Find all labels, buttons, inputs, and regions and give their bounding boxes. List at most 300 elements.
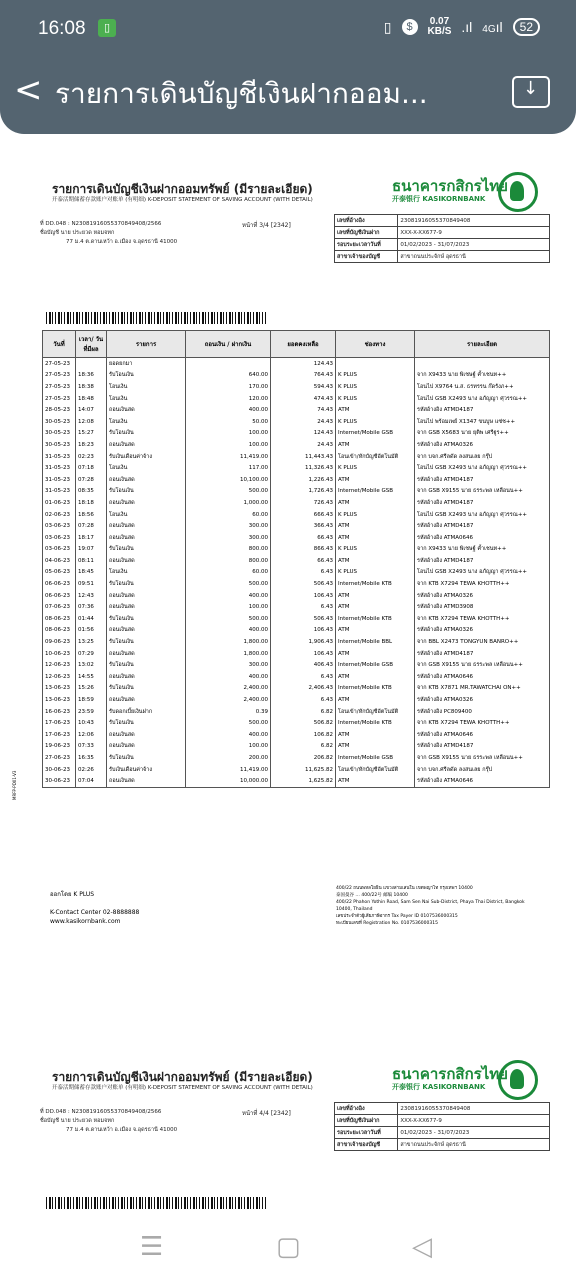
table-cell: 07:28: [76, 520, 107, 532]
table-cell: รับดอกเบี้ยเงินฝาก: [107, 706, 186, 718]
barcode: [46, 1197, 266, 1209]
table-cell: 300.00: [186, 659, 271, 671]
table-cell: K PLUS: [336, 544, 415, 556]
network-speed: 0.07 KB/S: [427, 16, 452, 37]
table-cell: รับเงินเดือนค่าจ้าง: [107, 764, 186, 776]
table-cell: 500.00: [186, 717, 271, 729]
table-cell: 18:18: [76, 497, 107, 509]
table-row: [43, 578, 550, 590]
back-arrow-icon[interactable]: <: [14, 70, 43, 110]
table-cell: ถอนเงินสด: [107, 520, 186, 532]
table-cell: รหัสอ้างอิง ATMD4187: [415, 555, 550, 567]
table-cell: 764.43: [271, 370, 336, 382]
table-cell: 05-06-23: [43, 567, 76, 579]
table-cell: รหัสอ้างอิง ATMA0646: [415, 671, 550, 683]
table-cell: 66.43: [271, 555, 336, 567]
table-cell: รับโอนเงิน: [107, 428, 186, 440]
table-cell: 28-05-23: [43, 404, 76, 416]
table-row: [43, 393, 550, 405]
table-cell: รหัสอ้างอิง ATMA0326: [415, 694, 550, 706]
table-cell: [76, 358, 107, 370]
table-cell: จาก KTB X7294 TEWA KHOTTH++: [415, 717, 550, 729]
menu-icon[interactable]: ☰: [140, 1232, 164, 1262]
statement-title-th: รายการเดินบัญชีเงินฝากออมทรัพย์ (มีรายละเอียด): [52, 182, 313, 196]
col-channel: ช่องทาง: [336, 331, 415, 358]
table-cell: ถอนเงินสด: [107, 601, 186, 613]
table-cell: 02:26: [76, 764, 107, 776]
table-cell: โอนเข้า/หักบัญชีอัตโนมัติ: [336, 706, 415, 718]
table-cell: 02-06-23: [43, 509, 76, 521]
table-cell: 07:28: [76, 474, 107, 486]
table-cell: 18:45: [76, 567, 107, 579]
table-cell: 124.43: [271, 428, 336, 440]
table-cell: ATM: [336, 625, 415, 637]
bank-name-th: ธนาคารกสิกรไทย: [392, 1065, 508, 1083]
table-cell: 09:51: [76, 578, 107, 590]
table-cell: รหัสอ้างอิง ATMA0326: [415, 590, 550, 602]
table-cell: 400.00: [186, 404, 271, 416]
table-cell: จาก บจก.ศรีลดัด ลงสนเลย กรุ๊ป: [415, 764, 550, 776]
table-row: [43, 625, 550, 637]
statement-page-4-header: [30, 1065, 550, 1188]
table-cell: 31-05-23: [43, 474, 76, 486]
table-row: [43, 706, 550, 718]
table-cell: รับโอนเงิน: [107, 717, 186, 729]
table-cell: 09-06-23: [43, 636, 76, 648]
table-cell: ATM: [336, 520, 415, 532]
table-row: [43, 648, 550, 660]
table-cell: โอนไป GSB X2493 นาง อภัญญา ศุวรรณ++: [415, 393, 550, 405]
bank-name-en: 开泰银行 KASIKORNBANK: [392, 195, 486, 203]
table-row: [43, 428, 550, 440]
table-cell: 10:43: [76, 717, 107, 729]
table-cell: 03-06-23: [43, 532, 76, 544]
table-cell: Internet/Mobile KTB: [336, 613, 415, 625]
table-row: [43, 474, 550, 486]
table-cell: 18:56: [76, 509, 107, 521]
col-description: รายการ: [107, 331, 186, 358]
table-cell: รับโอนเงิน: [107, 752, 186, 764]
table-cell: ATM: [336, 404, 415, 416]
table-cell: 13:02: [76, 659, 107, 671]
table-cell: รหัสอ้างอิง PC809400: [415, 706, 550, 718]
table-cell: Internet/Mobile KTB: [336, 717, 415, 729]
table-cell: 11,625.82: [271, 764, 336, 776]
table-cell: 07:33: [76, 741, 107, 753]
account-info-table: เลขที่อ้างอิง 230819160553708494​08 เลขที่บัญชีเงินฝาก XXX-X-XX677-9 รอบระยะเวลาวันที่ 01/02/2023 - 31/07/2023 สาขาเจ้าของบัญชี สาขาถนนประจักษ์ อุดรธานี: [334, 214, 550, 263]
table-cell: ถอนเงินสด: [107, 590, 186, 602]
table-cell: 100.00: [186, 428, 271, 440]
table-cell: 106.43: [271, 590, 336, 602]
table-cell: Internet/Mobile GSB: [336, 752, 415, 764]
table-row: [43, 439, 550, 451]
table-cell: รับโอนเงิน: [107, 683, 186, 695]
table-cell: 506.82: [271, 717, 336, 729]
table-cell: จาก X9433 นาย พิเชษฐ์ ค้ำเชนท++: [415, 370, 550, 382]
table-cell: 117.00: [186, 462, 271, 474]
back-icon[interactable]: ◁: [412, 1232, 432, 1262]
table-cell: 10,000.00: [186, 775, 271, 787]
table-cell: K PLUS: [336, 393, 415, 405]
table-cell: 15:27: [76, 428, 107, 440]
table-cell: 100.00: [186, 439, 271, 451]
table-cell: รับโอนเงิน: [107, 578, 186, 590]
table-cell: 2,400.00: [186, 683, 271, 695]
data-saver-icon: $: [402, 19, 418, 35]
table-cell: ATM: [336, 590, 415, 602]
table-cell: 106.82: [271, 729, 336, 741]
table-cell: โอนเงิน: [107, 462, 186, 474]
table-cell: รหัสอ้างอิง ATMD4187: [415, 497, 550, 509]
table-cell: จาก GSB X9155 นาย ธรระพล เหลือนน++: [415, 486, 550, 498]
table-cell: ATM: [336, 497, 415, 509]
table-cell: 02:23: [76, 451, 107, 463]
col-time: เวลา/ วันที่มีผล: [76, 331, 107, 358]
table-cell: จาก X9433 นาย พิเชษฐ์ ค้ำเชนท++: [415, 544, 550, 556]
table-cell: 1,800.00: [186, 636, 271, 648]
table-cell: 13-06-23: [43, 683, 76, 695]
status-icons: [384, 17, 540, 37]
table-cell: K PLUS: [336, 370, 415, 382]
table-cell: 206.82: [271, 752, 336, 764]
table-cell: Internet/Mobile BBL: [336, 636, 415, 648]
table-cell: 11,326.43: [271, 462, 336, 474]
signal-icon: .ıl: [461, 19, 473, 35]
table-cell: 300.00: [186, 520, 271, 532]
table-cell: รหัสอ้างอิง ATMD3908: [415, 601, 550, 613]
table-row: [43, 636, 550, 648]
table-row: [43, 462, 550, 474]
table-cell: 16:35: [76, 752, 107, 764]
table-cell: 01:44: [76, 613, 107, 625]
table-cell: 100.00: [186, 601, 271, 613]
table-row: [43, 381, 550, 393]
table-cell: รับโอนเงิน: [107, 659, 186, 671]
table-cell: 12:08: [76, 416, 107, 428]
table-cell: ATM: [336, 474, 415, 486]
table-cell: 1,226.43: [271, 474, 336, 486]
table-cell: 120.00: [186, 393, 271, 405]
table-cell: โอนเงิน: [107, 416, 186, 428]
table-cell: รหัสอ้างอิง ATMA0646: [415, 775, 550, 787]
table-cell: 60.00: [186, 567, 271, 579]
table-cell: Internet/Mobile KTB: [336, 683, 415, 695]
table-cell: 12-06-23: [43, 671, 76, 683]
table-cell: 6.43: [271, 694, 336, 706]
table-cell: 170.00: [186, 381, 271, 393]
table-cell: 100.00: [186, 741, 271, 753]
table-cell: ATM: [336, 555, 415, 567]
table-row: [43, 671, 550, 683]
table-cell: รหัสอ้างอิง ATMA0326: [415, 439, 550, 451]
table-row: [43, 451, 550, 463]
table-cell: 1,800.00: [186, 648, 271, 660]
table-row: [43, 590, 550, 602]
home-icon[interactable]: ▢: [276, 1232, 301, 1262]
table-cell: K PLUS: [336, 462, 415, 474]
table-cell: 06-06-23: [43, 590, 76, 602]
table-cell: ATM: [336, 729, 415, 741]
table-cell: Internet/Mobile GSB: [336, 486, 415, 498]
table-cell: รหัสอ้างอิง ATMD4187: [415, 474, 550, 486]
table-cell: 800.00: [186, 555, 271, 567]
table-cell: 23:59: [76, 706, 107, 718]
bank-name-th: ธนาคารกสิกรไทย: [392, 177, 508, 195]
table-row: [43, 404, 550, 416]
table-cell: 31-05-23: [43, 486, 76, 498]
table-cell: [415, 358, 550, 370]
table-cell: 60.00: [186, 509, 271, 521]
table-cell: 27-05-23: [43, 381, 76, 393]
table-cell: ถอนเงินสด: [107, 439, 186, 451]
table-cell: [336, 358, 415, 370]
table-cell: 300.00: [186, 532, 271, 544]
table-cell: 13-06-23: [43, 694, 76, 706]
table-cell: 50.00: [186, 416, 271, 428]
table-cell: 6.43: [271, 567, 336, 579]
table-cell: 30-05-23: [43, 428, 76, 440]
table-cell: 10-06-23: [43, 648, 76, 660]
table-row: [43, 416, 550, 428]
table-cell: โอนเงิน: [107, 509, 186, 521]
table-cell: 27-05-23: [43, 358, 76, 370]
table-cell: ATM: [336, 775, 415, 787]
table-cell: 594.43: [271, 381, 336, 393]
table-cell: ถอนเงินสด: [107, 625, 186, 637]
table-cell: 106.43: [271, 648, 336, 660]
table-row: [43, 520, 550, 532]
table-cell: Internet/Mobile GSB: [336, 659, 415, 671]
table-cell: 08:11: [76, 555, 107, 567]
table-cell: 500.00: [186, 613, 271, 625]
table-cell: 866.43: [271, 544, 336, 556]
table-cell: โอนไป พร้อมเพย์ X1347 ขนบูษ แซ่ช++: [415, 416, 550, 428]
table-cell: 506.43: [271, 613, 336, 625]
table-row: [43, 370, 550, 382]
table-row: [43, 752, 550, 764]
bank-name-en: 开泰银行 KASIKORNBANK: [392, 1083, 486, 1091]
table-row: [43, 567, 550, 579]
col-balance: ยอดคงเหลือ: [271, 331, 336, 358]
table-cell: 11,419.00: [186, 764, 271, 776]
table-cell: ถอนเงินสด: [107, 729, 186, 741]
table-row: [43, 613, 550, 625]
table-cell: รับเงินเดือนค่าจ้าง: [107, 451, 186, 463]
table-cell: โอนไป GSB X2493 นาง อภัญญา ศุวรรณ++: [415, 567, 550, 579]
table-cell: 6.43: [271, 671, 336, 683]
status-time: 16:08: [38, 18, 86, 39]
table-cell: 07:36: [76, 601, 107, 613]
table-cell: 1,906.43: [271, 636, 336, 648]
table-cell: 12:43: [76, 590, 107, 602]
table-cell: 13:25: [76, 636, 107, 648]
table-cell: ATM: [336, 601, 415, 613]
table-cell: ATM: [336, 648, 415, 660]
table-cell: Internet/Mobile GSB: [336, 428, 415, 440]
table-cell: 30-06-23: [43, 775, 76, 787]
table-cell: 03-06-23: [43, 544, 76, 556]
table-cell: 24.43: [271, 439, 336, 451]
table-cell: 30-06-23: [43, 764, 76, 776]
table-cell: 07-06-23: [43, 601, 76, 613]
table-cell: 474.43: [271, 393, 336, 405]
table-cell: โอนไป GSB X2493 นาง อภัญญา ศุวรรณ++: [415, 462, 550, 474]
table-cell: 14:55: [76, 671, 107, 683]
app-bar: [0, 56, 576, 134]
table-cell: ถอนเงินสด: [107, 497, 186, 509]
table-cell: 666.43: [271, 509, 336, 521]
table-cell: 31-05-23: [43, 462, 76, 474]
table-cell: [186, 358, 271, 370]
table-cell: จาก KTB X7871 MR.TAWATCHAI ON++: [415, 683, 550, 695]
table-cell: 10,100.00: [186, 474, 271, 486]
table-cell: รับโอนเงิน: [107, 370, 186, 382]
table-row: [43, 694, 550, 706]
table-row: [43, 741, 550, 753]
notification-icon: ▯: [98, 19, 116, 37]
table-cell: จาก GSB X9155 นาย ธรระพล เหลือนน++: [415, 659, 550, 671]
table-cell: โอนเงิน: [107, 393, 186, 405]
table-row: [43, 717, 550, 729]
kbank-logo-icon: [498, 172, 538, 212]
table-row: [43, 683, 550, 695]
table-row: [43, 555, 550, 567]
table-cell: รับโอนเงิน: [107, 636, 186, 648]
table-cell: 6.43: [271, 601, 336, 613]
table-cell: ATM: [336, 671, 415, 683]
table-cell: 12-06-23: [43, 659, 76, 671]
status-bar: [0, 0, 576, 56]
table-cell: 800.00: [186, 544, 271, 556]
table-cell: 08-06-23: [43, 625, 76, 637]
table-cell: 07:04: [76, 775, 107, 787]
table-cell: 31-05-23: [43, 451, 76, 463]
table-cell: ถอนเงินสด: [107, 694, 186, 706]
table-cell: โอนเงิน: [107, 567, 186, 579]
table-row: [43, 358, 550, 370]
table-cell: 27-05-23: [43, 370, 76, 382]
table-cell: รหัสอ้างอิง ATMD4187: [415, 648, 550, 660]
table-cell: โอนเงิน: [107, 381, 186, 393]
table-cell: 30-05-23: [43, 416, 76, 428]
col-date: วันที่: [43, 331, 76, 358]
system-nav-bar: [0, 1210, 576, 1280]
table-cell: จาก GSB X5683 นาย ยุติพ เศรีฐูร++: [415, 428, 550, 440]
table-cell: โอนเข้า/หักบัญชีอัตโนมัติ: [336, 764, 415, 776]
statement-title-en: 开泰活期储蓄存款账户对账单 (有明细) K-DEPOSIT STATEMENT OF SAVING ACCOUNT (WITH DETAIL): [52, 1085, 313, 1091]
table-cell: รหัสอ้างอิง ATMA0326: [415, 625, 550, 637]
table-cell: 18:38: [76, 381, 107, 393]
table-cell: Internet/Mobile KTB: [336, 578, 415, 590]
table-cell: ถอนเงินสด: [107, 671, 186, 683]
table-cell: 19-06-23: [43, 741, 76, 753]
table-cell: 19:07: [76, 544, 107, 556]
table-cell: 18:59: [76, 694, 107, 706]
table-cell: 400.00: [186, 590, 271, 602]
table-cell: 16-06-23: [43, 706, 76, 718]
table-cell: รหัสอ้างอิง ATMA0646: [415, 532, 550, 544]
table-cell: 17-06-23: [43, 729, 76, 741]
table-cell: ยอดยกมา: [107, 358, 186, 370]
transactions-table: [42, 330, 550, 788]
footer-contact: ออกโดย K PLUS K-Contact Center 02-8888888 www.kasikornbank.com: [50, 891, 140, 925]
download-icon[interactable]: [512, 76, 550, 108]
table-cell: K PLUS: [336, 567, 415, 579]
kbank-logo-icon: [498, 1060, 538, 1100]
table-cell: 400.00: [186, 729, 271, 741]
table-cell: จาก KTB X7294 TEWA KHOTTH++: [415, 613, 550, 625]
table-cell: รับโอนเงิน: [107, 613, 186, 625]
table-cell: 2,400.00: [186, 694, 271, 706]
table-row: [43, 509, 550, 521]
table-cell: 08-06-23: [43, 613, 76, 625]
table-cell: 1,726.43: [271, 486, 336, 498]
battery-indicator: 52: [513, 18, 540, 36]
account-info-table: เลขที่อ้างอิง 230819160553708494​08 เลขที่บัญชีเงินฝาก XXX-X-XX677-9 รอบระยะเวลาวันที่ 01/02/2023 - 31/07/2023 สาขาเจ้าของบัญชี สาขาถนนประจักษ์ อุดรธานี: [334, 1102, 550, 1151]
table-cell: จาก GSB X9155 นาย ธรระพล เหลือนน++: [415, 752, 550, 764]
table-row: [43, 486, 550, 498]
table-cell: รหัสอ้างอิง ATMA0646: [415, 729, 550, 741]
table-cell: 18:48: [76, 393, 107, 405]
table-cell: ถอนเงินสด: [107, 404, 186, 416]
table-cell: ถอนเงินสด: [107, 532, 186, 544]
table-cell: 01-06-23: [43, 497, 76, 509]
table-row: [43, 544, 550, 556]
table-cell: 500.00: [186, 486, 271, 498]
table-cell: ATM: [336, 694, 415, 706]
table-cell: 08:35: [76, 486, 107, 498]
col-details: รายละเอียด: [415, 331, 550, 358]
table-cell: 500.00: [186, 578, 271, 590]
barcode: [46, 312, 266, 324]
table-cell: 124.43: [271, 358, 336, 370]
table-cell: 06-06-23: [43, 578, 76, 590]
footer-bank-address: 400/22 ถนนพหลโยธิน แขวงสามเสนใน เขตพญาไท กรุงเทพฯ 10400 泰国曼谷 … 400/22号 邮编 10400 400/22 Phahon Yothin Road, Sam Sen Nai Sub-District, Phaya Thai District, Bangkok 10400, Thailand เลขประจำตัวผู้เสียภาษีอากร Tax Payer ID 0107536000315 ทะเบียนเลขที่ Registration No. 0107536000315: [336, 886, 525, 926]
table-row: [43, 775, 550, 787]
table-cell: 27-05-23: [43, 393, 76, 405]
page-number: หน้าที่ 3/4 [2342]: [242, 222, 291, 229]
table-cell: รับโอนเงิน: [107, 544, 186, 556]
table-cell: 506.43: [271, 578, 336, 590]
statement-title-th: รายการเดินบัญชีเงินฝากออมทรัพย์ (มีรายละเอียด): [52, 1070, 313, 1084]
table-cell: 106.43: [271, 625, 336, 637]
table-cell: 1,000.00: [186, 497, 271, 509]
table-cell: ถอนเงินสด: [107, 648, 186, 660]
customer-address: ที่ DD.048 : N2308191605537084940​8/2566 ชื่อบัญชี นาย ประยวด หอมจทก 77 ม.4 ต.ดานเหว้า อ.เมือง จ.อุดรธานี 41000: [40, 221, 178, 245]
customer-address: ที่ DD.048 : N2308191605537084940​8/2566 ชื่อบัญชี นาย ประยวด หอมจทก 77 ม.4 ต.ดานเหว้า อ.เมือง จ.อุดรธานี 41000: [40, 1109, 178, 1133]
table-cell: จาก BBL X2473 TONGYUN BANRO++: [415, 636, 550, 648]
table-row: [43, 532, 550, 544]
table-cell: รับโอนเงิน: [107, 486, 186, 498]
table-cell: 03-06-23: [43, 520, 76, 532]
table-cell: 07:18: [76, 462, 107, 474]
table-cell: 18:17: [76, 532, 107, 544]
table-cell: 400.00: [186, 625, 271, 637]
table-cell: ถอนเงินสด: [107, 741, 186, 753]
table-row: [43, 497, 550, 509]
table-cell: 30-05-23: [43, 439, 76, 451]
table-cell: K PLUS: [336, 416, 415, 428]
table-cell: 400.00: [186, 671, 271, 683]
network-type: 4Gıl: [482, 19, 503, 35]
table-cell: 406.43: [271, 659, 336, 671]
table-cell: 18:23: [76, 439, 107, 451]
table-cell: ATM: [336, 532, 415, 544]
table-cell: 11,419.00: [186, 451, 271, 463]
table-cell: ATM: [336, 741, 415, 753]
table-cell: 01:56: [76, 625, 107, 637]
table-cell: ถอนเงินสด: [107, 775, 186, 787]
